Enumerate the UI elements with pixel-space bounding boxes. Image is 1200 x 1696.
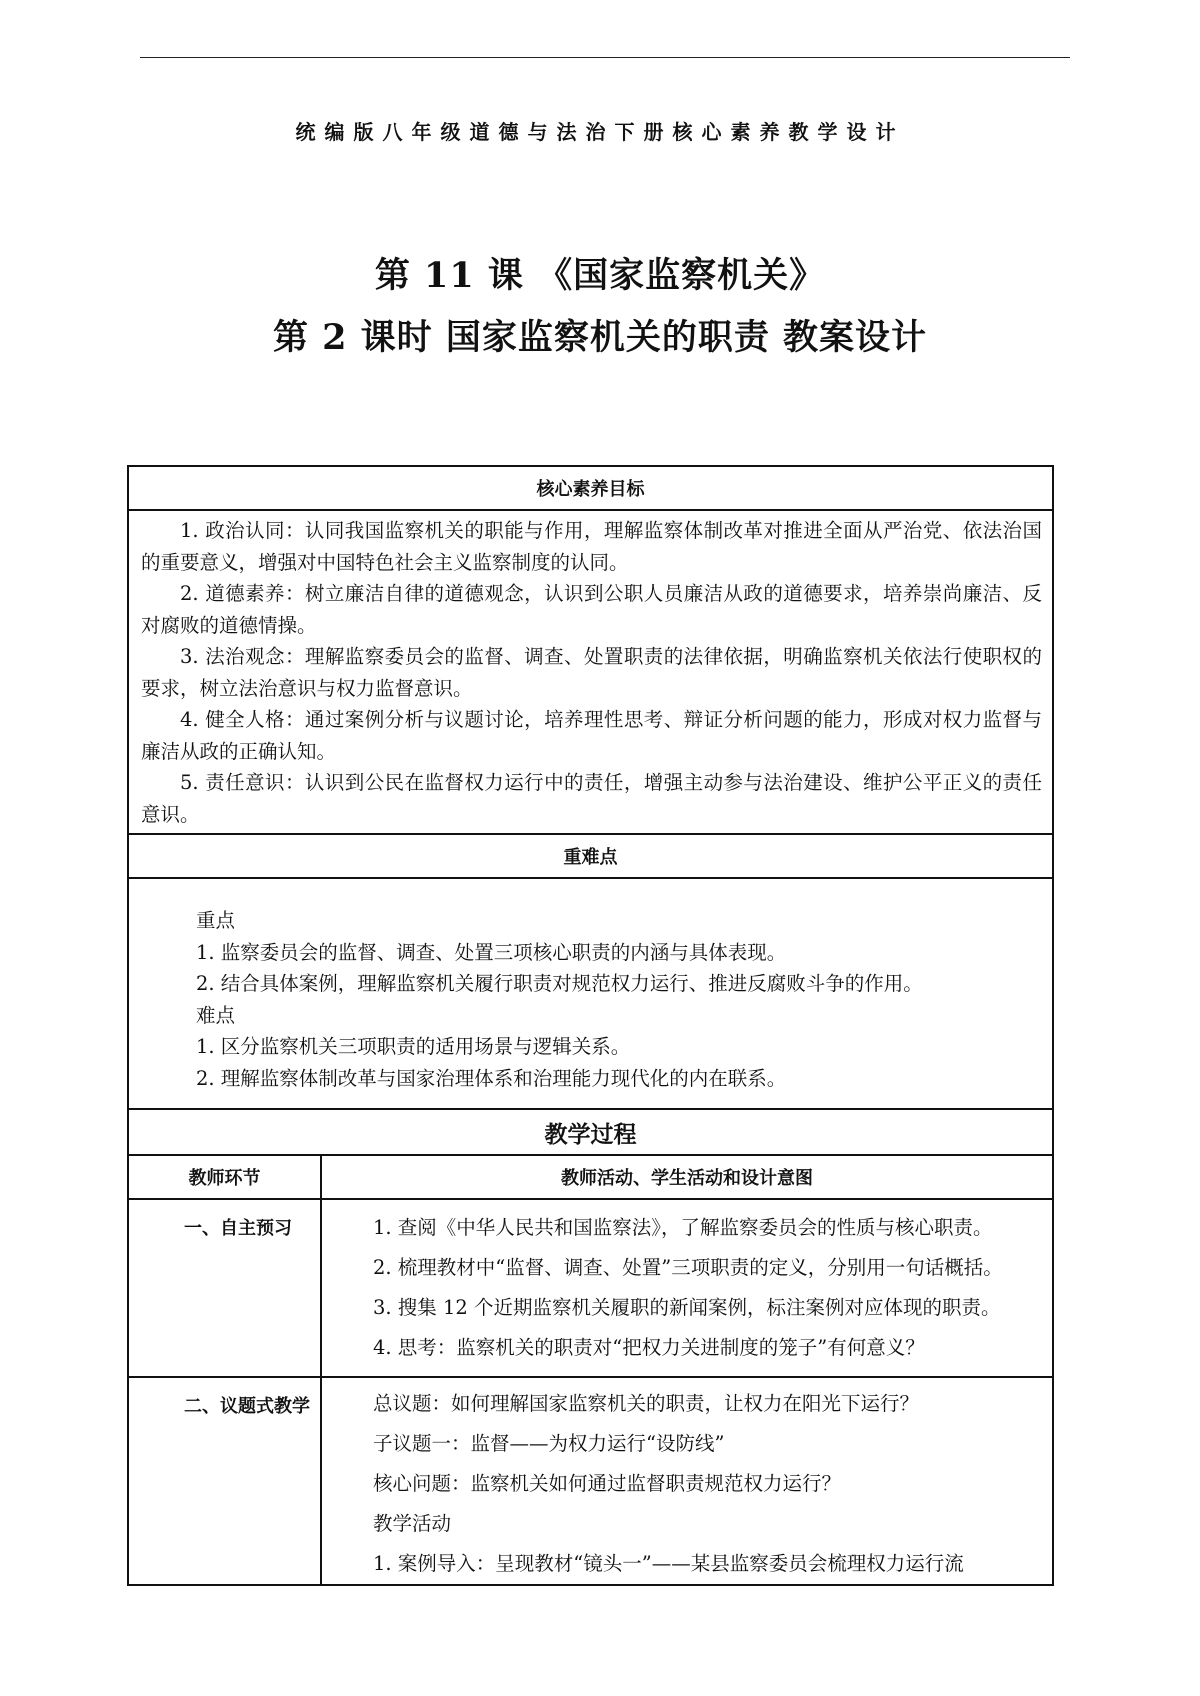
activity-item: 1. 案例导入：呈现教材“镜头一”——某县监察委员会梳理权力运行流 (373, 1552, 964, 1575)
activity-item: 教学活动 (373, 1512, 452, 1535)
activity-item: 2. 梳理教材中“监督、调查、处置”三项职责的定义，分别用一句话概括。 (373, 1256, 1003, 1279)
activity-item: 核心问题：监察机关如何通过监督职责规范权力运行？ (373, 1472, 842, 1495)
goal-item: 2. 道德素养：树立廉洁自律的道德观念，认识到公职人员廉洁从政的道德要求，培养崇尚廉洁、反对腐败的道德情操。 (141, 582, 1042, 637)
keys-body (128, 878, 1053, 1109)
keys-item: 2. 结合具体案例，理解监察机关履行职责对规范权力运行、推进反腐败斗争的作用。 (196, 972, 923, 995)
goals-header: 核心素养目标 (128, 466, 1053, 510)
process-header: 教学过程 (128, 1109, 1053, 1155)
activity-item: 总议题：如何理解国家监察机关的职责，让权力在阳光下运行？ (373, 1392, 920, 1415)
keys-header: 重难点 (128, 834, 1053, 878)
activity-item: 1. 查阅《中华人民共和国监察法》，了解监察委员会的性质与核心职责。 (373, 1216, 993, 1239)
header-rule (140, 57, 1070, 58)
activity-item: 4. 思考：监察机关的职责对“把权力关进制度的笼子”有何意义？ (373, 1336, 925, 1359)
stage-activities (321, 1377, 1053, 1585)
keys-item: 重点 (196, 909, 236, 932)
goal-item: 1. 政治认同：认同我国监察机关的职能与作用，理解监察体制改革对推进全面从严治党、依法治国的重要意义，增强对中国特色社会主义监察制度的认同。 (141, 519, 1042, 574)
column-header-stage: 教师环节 (128, 1155, 321, 1199)
goals-body (128, 510, 1053, 834)
goal-item: 4. 健全人格：通过案例分析与议题讨论，培养理性思考、辩证分析问题的能力，形成对权力监督与廉洁从政的正确认知。 (141, 708, 1042, 763)
lesson-plan-table (127, 465, 1054, 1586)
stage-label: 一、自主预习 (128, 1199, 321, 1377)
keys-item: 2. 理解监察体制改革与国家治理体系和治理能力现代化的内在联系。 (196, 1066, 787, 1090)
goal-item: 3. 法治观念：理解监察委员会的监督、调查、处置职责的法律依据，明确监察机关依法行使职权的要求，树立法治意识与权力监督意识。 (141, 645, 1042, 700)
keys-item: 1. 监察委员会的监督、调查、处置三项核心职责的内涵与具体表现。 (196, 940, 787, 964)
stage-label: 二、议题式教学 (128, 1377, 321, 1585)
column-header-activity: 教师活动、学生活动和设计意图 (321, 1155, 1053, 1199)
keys-item: 1. 区分监察机关三项职责的适用场景与逻辑关系。 (196, 1035, 631, 1058)
stage-activities (321, 1199, 1053, 1377)
running-head: 统编版八年级道德与法治下册核心素养教学设计 (295, 120, 905, 144)
activity-item: 子议题一：监督——为权力运行“设防线” (373, 1432, 725, 1455)
keys-item: 难点 (196, 1003, 236, 1027)
lesson-subtitle: 第 2 课时 国家监察机关的职责 教案设计 (272, 317, 928, 358)
lesson-title: 第 11 课 《国家监察机关》 (374, 255, 826, 296)
activity-item: 3. 搜集 12 个近期监察机关履职的新闻案例，标注案例对应体现的职责。 (373, 1296, 1001, 1319)
goal-item: 5. 责任意识：认识到公民在监督权力运行中的责任，增强主动参与法治建设、维护公平正义的责任意识。 (141, 771, 1042, 826)
